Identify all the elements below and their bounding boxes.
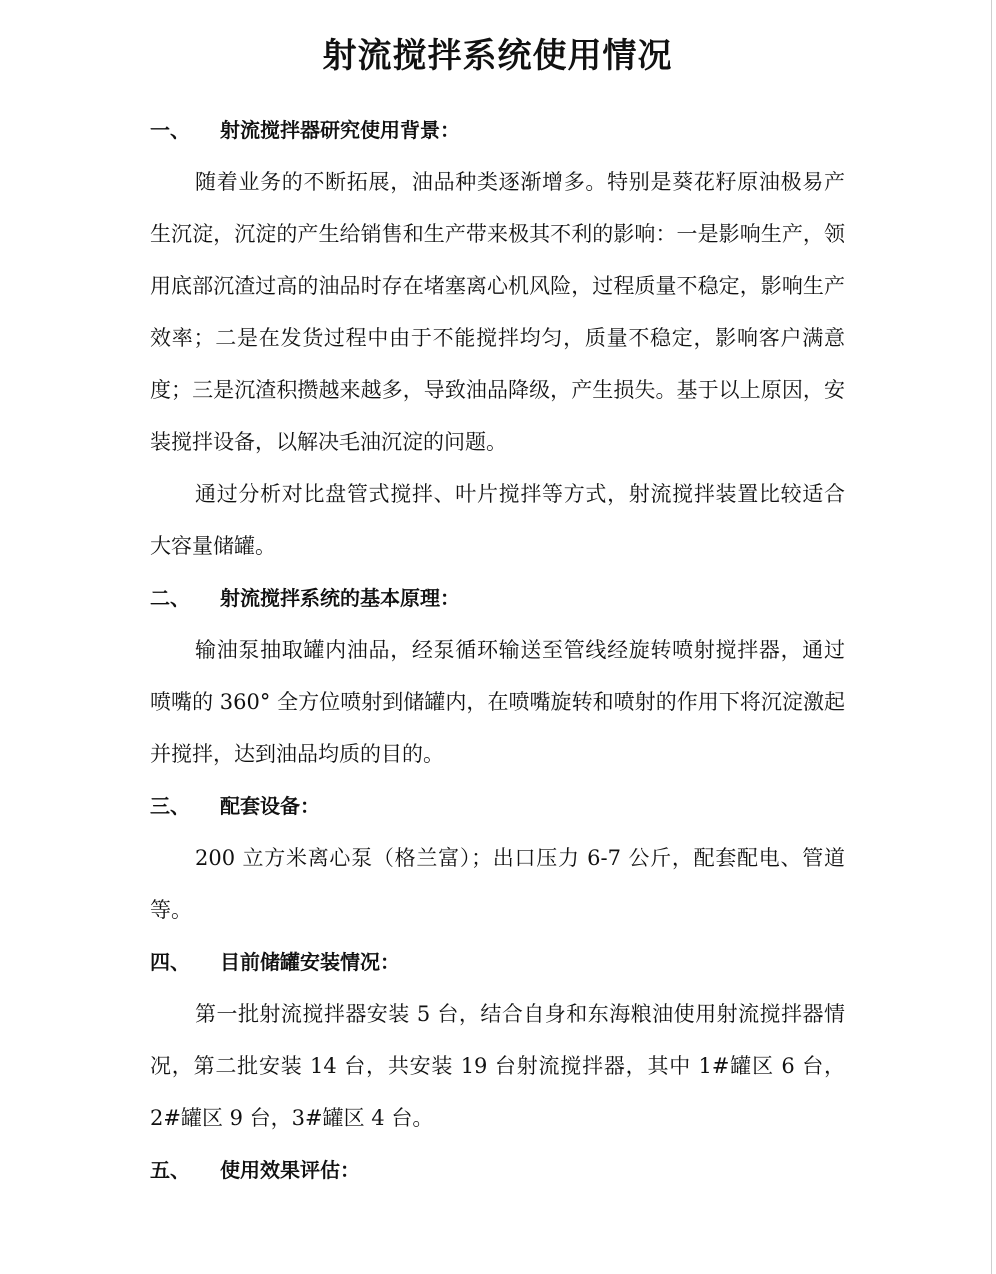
document-page [150, 28, 845, 1196]
section-heading-text: 使用效果评估： [220, 1158, 360, 1182]
section-4 [150, 936, 845, 1144]
section-number: 一、 [150, 118, 190, 142]
section-heading [150, 1144, 845, 1196]
section-2 [150, 572, 845, 780]
paragraph: 第一批射流搅拌器安装 5 台，结合自身和东海粮油使用射流搅拌器情况，第二批安装 14 台，共安装 19 台射流搅拌器，其中 1#罐区 6 台，2#罐区 9 台，3#罐区 4 台。 [150, 1002, 845, 1130]
section-heading [150, 572, 845, 624]
section-heading-text: 射流搅拌系统的基本原理： [220, 586, 460, 610]
paragraph: 200 立方米离心泵（格兰富）；出口压力 6-7 公斤，配套配电、管道等。 [150, 846, 845, 922]
paragraph: 随着业务的不断拓展，油品种类逐渐增多。特别是葵花籽原油极易产生沉淀，沉淀的产生给销售和生产带来极其不利的影响：一是影响生产，领用底部沉渣过高的油品时存在堵塞离心机风险，过程质量不稳定，影响生产效率；二是在发货过程中由于不能搅拌均匀，质量不稳定，影响客户满意度；三是沉渣积攒越来越多，导致油品降级，产生损失。基于以上原因，安装搅拌设备，以解决毛油沉淀的问题。 [150, 170, 845, 454]
section-number: 二、 [150, 586, 190, 610]
page-edge-line [991, 0, 992, 1274]
section-5 [150, 1144, 845, 1196]
section-heading [150, 780, 845, 832]
section-1 [150, 104, 845, 572]
section-heading [150, 936, 845, 988]
section-heading-text: 配套设备： [220, 794, 320, 818]
section-heading-text: 目前储罐安装情况： [220, 950, 400, 974]
section-number: 五、 [150, 1158, 190, 1182]
document-title: 射流搅拌系统使用情况 [322, 36, 673, 76]
section-heading [150, 104, 845, 156]
paragraph: 输油泵抽取罐内油品，经泵循环输送至管线经旋转喷射搅拌器，通过喷嘴的 360° 全方位喷射到储罐内，在喷嘴旋转和喷射的作用下将沉淀激起并搅拌，达到油品均质的目的。 [150, 638, 845, 766]
section-heading-text: 射流搅拌器研究使用背景： [220, 118, 460, 142]
paragraph: 通过分析对比盘管式搅拌、叶片搅拌等方式，射流搅拌装置比较适合大容量储罐。 [150, 482, 845, 558]
section-number: 三、 [150, 794, 190, 818]
section-3 [150, 780, 845, 936]
section-number: 四、 [150, 950, 190, 974]
